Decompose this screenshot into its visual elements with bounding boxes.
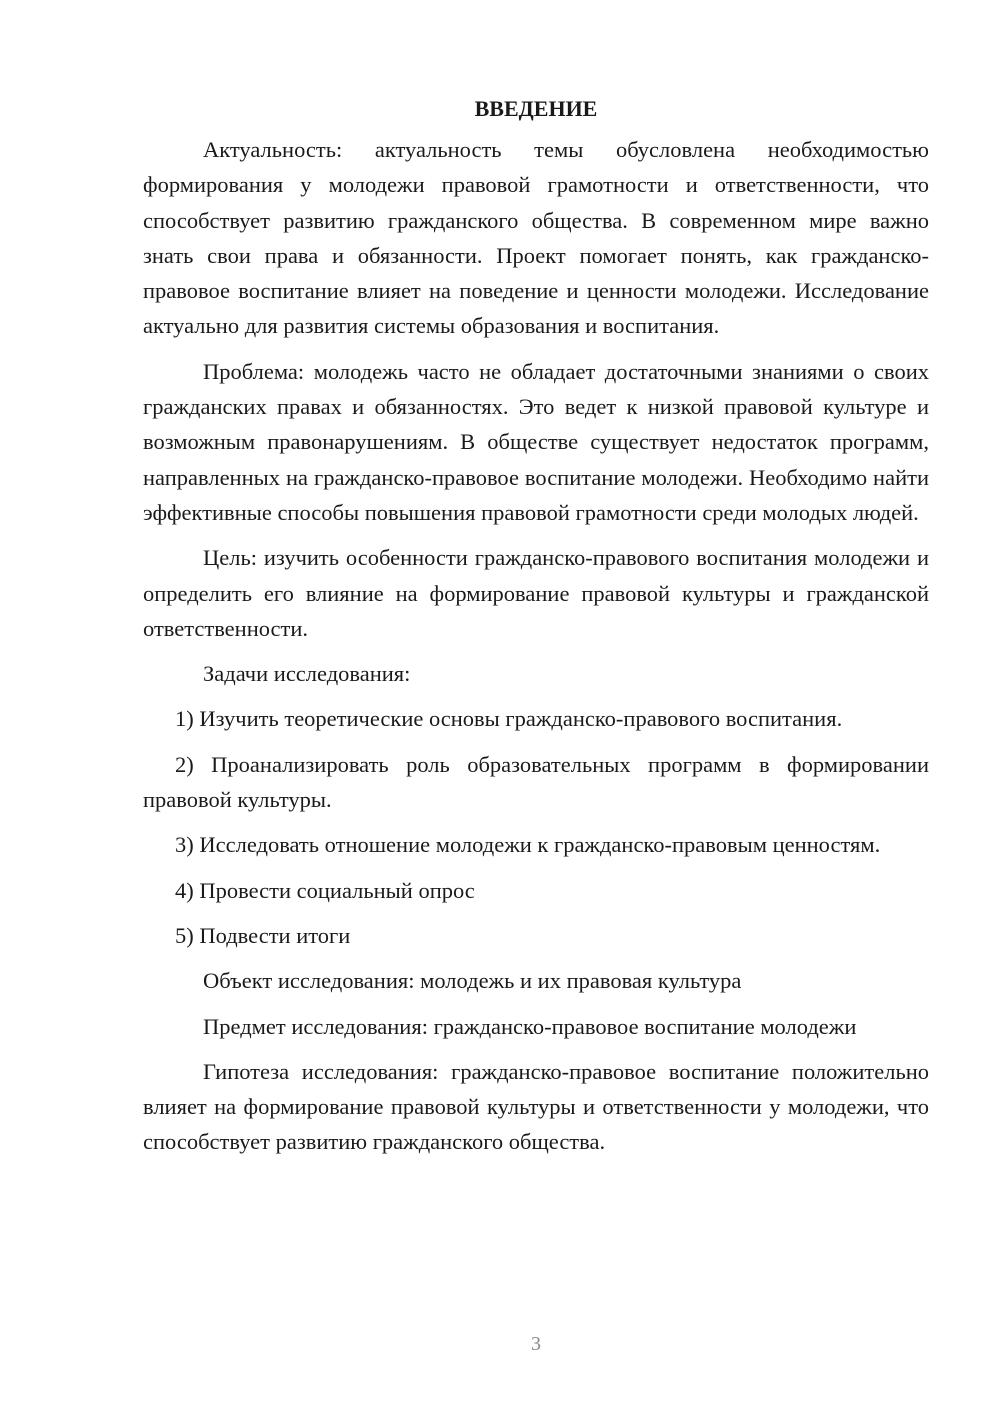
hypothesis-paragraph: Гипотеза исследования: гражданско-правовое воспитание положительно влияет на формирование правовой культуры и ответственности у молодежи, что способствует развитию гражданского общества. <box>143 1058 929 1155</box>
relevance-paragraph: Актуальность: актуальность темы обусловлена необходимостью формирования у молодежи правовой грамотности и ответственности, что способствует развитию гражданского общества. В современном мире важно знать свои права и обязанности. Проект помогает понять, как гражданско-правовое воспитание влияет на поведение и ценности молодежи. Исследование актуально для развития системы образования и воспитания. <box>143 137 929 339</box>
tasks-title: Задачи исследования: <box>203 661 411 687</box>
task-item-5: 5) Подвести итоги <box>175 922 351 948</box>
page-heading: ВВЕДЕНИЕ <box>474 96 598 121</box>
task-item-2: 2) Проанализировать роль образовательных программ в формировании правовой культуры. <box>143 751 929 813</box>
subject-paragraph: Предмет исследования: гражданско-правовое воспитание молодежи <box>203 1013 857 1039</box>
goal-paragraph: Цель: изучить особенности гражданско-правового воспитания молодежи и определить его влияние на формирование правовой культуры и гражданской ответственности. <box>143 545 929 641</box>
page-body <box>143 92 929 1160</box>
task-item-4: 4) Провести социальный опрос <box>175 877 475 903</box>
task-item-3: 3) Исследовать отношение молодежи к гражданско-правовым ценностям. <box>175 832 881 858</box>
page-number: 3 <box>531 1333 541 1355</box>
problem-paragraph: Проблема: молодежь часто не обладает достаточными знаниями о своих гражданских правах и обязанностях. Это ведет к низкой правовой культуре и возможным правонарушениям. В обществе существует недостаток программ, направленных на гражданско-правовое воспитание молодежи. Необходимо найти эффективные способы повышения правовой грамотности среди молодых людей. <box>143 358 929 525</box>
object-paragraph: Объект исследования: молодежь и их правовая культура <box>203 968 742 994</box>
task-item-1: 1) Изучить теоретические основы гражданско-правового воспитания. <box>175 706 843 732</box>
